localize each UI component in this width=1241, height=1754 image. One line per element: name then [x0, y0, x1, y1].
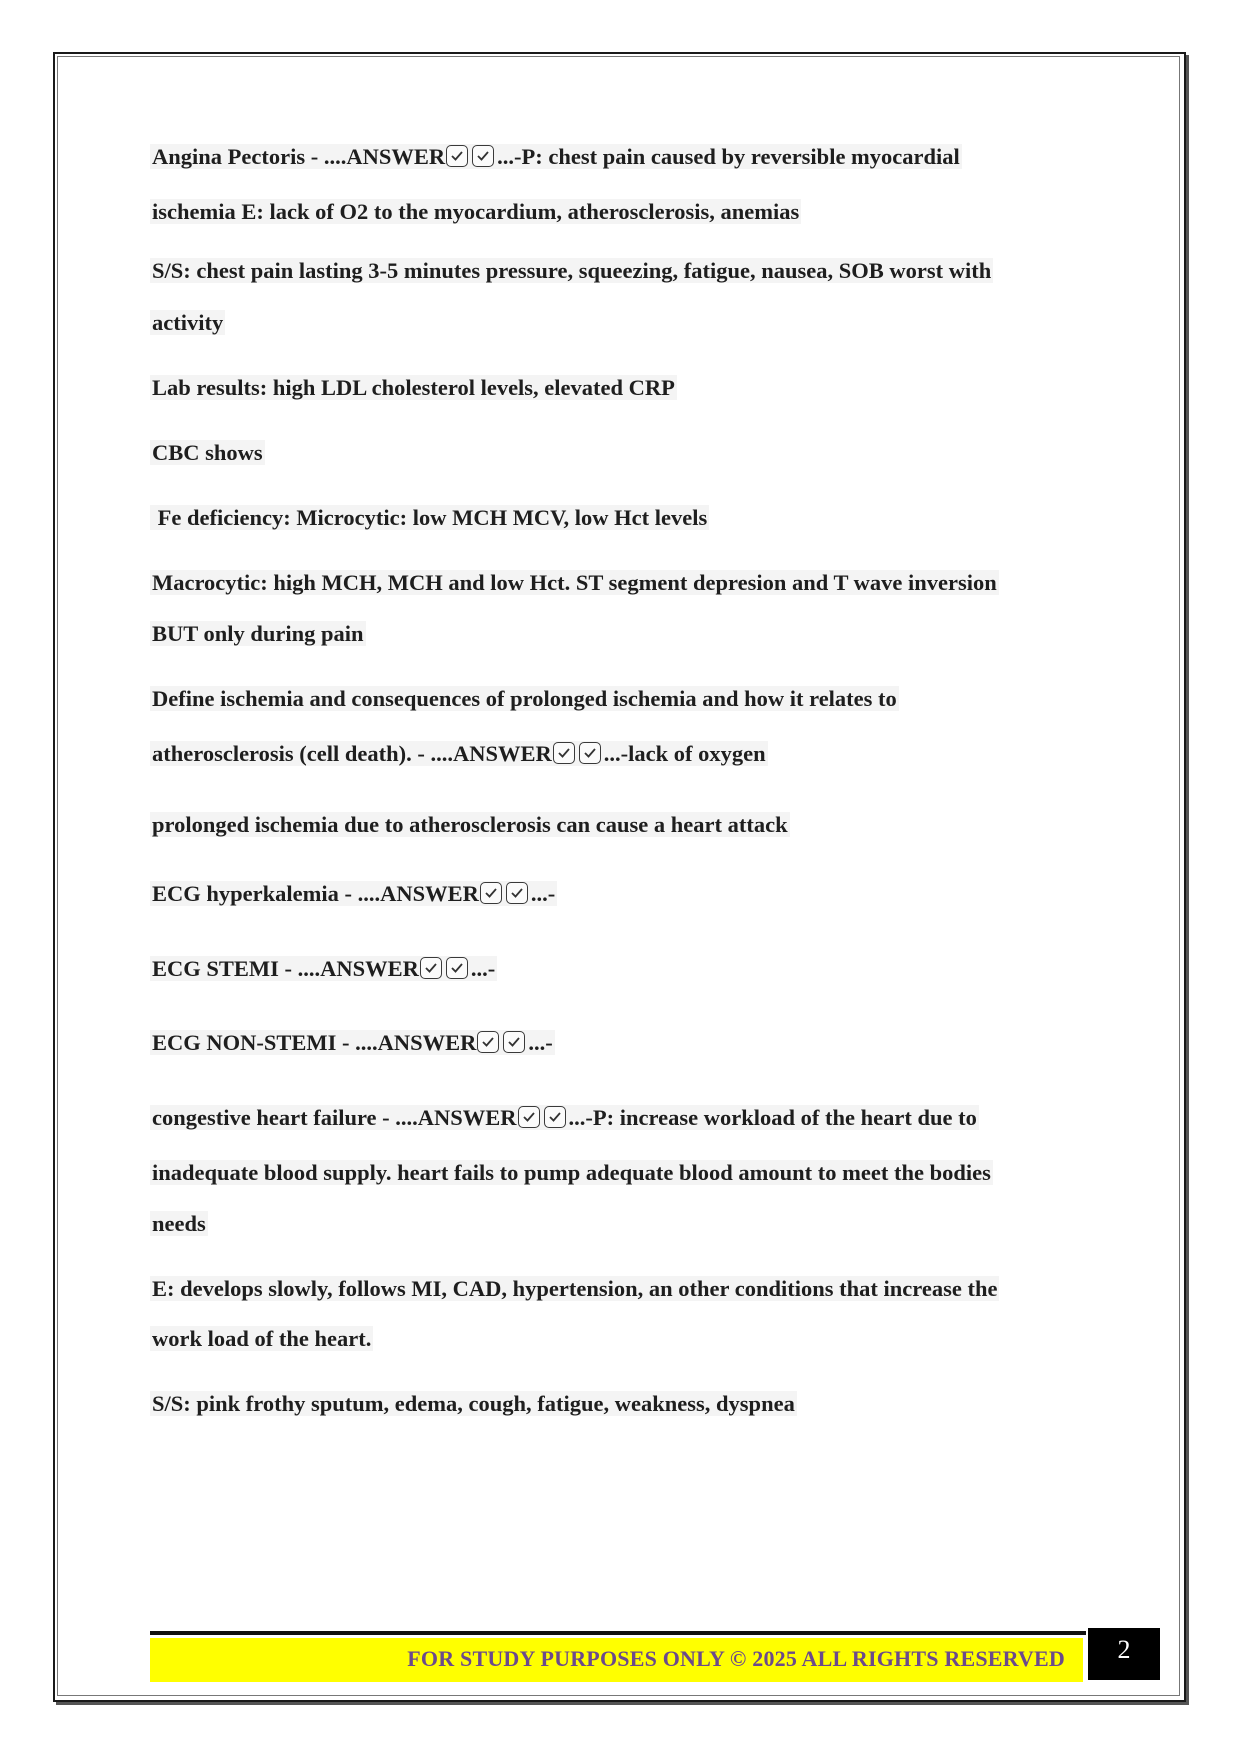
footer-banner [150, 1638, 1083, 1682]
checkbox-check-icon [446, 145, 468, 167]
text-line [150, 737, 768, 771]
ecg-stemi-answer: ...- [470, 956, 496, 981]
text-line [150, 1272, 999, 1306]
ischemia-answer-cont: prolonged ischemia due to atherosclerosis can cause a heart attack [152, 812, 788, 837]
chf-answer: ...-P: increase workload of the heart due to [568, 1105, 977, 1130]
text-line [150, 254, 993, 288]
lab-results: Lab results: high LDL cholesterol levels, elevated CRP [152, 375, 675, 400]
text-line [150, 436, 265, 470]
text-line [150, 952, 497, 986]
ischemia-answer: ...-lack of oxygen [603, 741, 766, 766]
text-line [150, 501, 709, 535]
text-line [150, 1387, 797, 1421]
text-line [150, 1101, 979, 1135]
cbc-shows: CBC shows [152, 440, 263, 465]
text-line [150, 877, 557, 911]
checkbox-check-icon [420, 957, 442, 979]
macrocytic-cont: BUT only during pain [152, 621, 364, 646]
text-line [150, 195, 801, 229]
page-number-box [1088, 1628, 1160, 1680]
footer-notice: FOR STUDY PURPOSES ONLY © 2025 ALL RIGHTS RESERVED [407, 1646, 1065, 1671]
checkbox-check-icon [579, 742, 601, 764]
checkbox-check-icon [446, 957, 468, 979]
ischemia-question: Define ischemia and consequences of prolonged ischemia and how it relates to [152, 686, 897, 711]
checkbox-check-icon [477, 1031, 499, 1053]
page-border-inner [57, 56, 1180, 1696]
ecg-non-stemi-answer: ...- [528, 1030, 553, 1055]
text-line [150, 617, 366, 651]
text-line [150, 371, 677, 405]
angina-answer: ...-P: chest pain caused by reversible myocardial [497, 144, 960, 169]
checkbox-check-icon [506, 882, 528, 904]
macrocytic: Macrocytic: high MCH, MCH and low Hct. ST segment depresion and T wave inversion [152, 570, 997, 595]
angina-question: Angina Pectoris - ....ANSWER [152, 144, 446, 169]
ecg-hyperkalemia-answer: ...- [530, 881, 556, 906]
text-line [150, 1322, 373, 1356]
text-line [150, 1156, 993, 1190]
angina-answer-cont: ischemia E: lack of O2 to the myocardium, atherosclerosis, anemias [152, 199, 800, 224]
angina-symptoms-cont: activity [152, 310, 224, 335]
footer-divider [150, 1631, 1086, 1635]
checkbox-check-icon [480, 882, 502, 904]
text-line [150, 1207, 208, 1241]
ecg-stemi-question: ECG STEMI - ....ANSWER [152, 956, 419, 981]
text-line [150, 306, 225, 340]
angina-symptoms: S/S: chest pain lasting 3-5 minutes pressure, squeezing, fatigue, nausea, SOB worst with [152, 258, 992, 283]
text-line [150, 682, 899, 716]
text-line [150, 808, 790, 842]
ecg-hyperkalemia-question: ECG hyperkalemia - ....ANSWER [152, 881, 479, 906]
chf-answer-cont: inadequate blood supply. heart fails to pump adequate blood amount to meet the bodies [152, 1160, 991, 1185]
page-number: 2 [1117, 1635, 1131, 1664]
checkbox-check-icon [553, 742, 575, 764]
chf-answer-cont-2: needs [152, 1211, 206, 1236]
chf-symptoms: S/S: pink frothy sputum, edema, cough, fatigue, weakness, dyspnea [152, 1391, 795, 1416]
text-line [150, 1026, 555, 1060]
ecg-non-stemi-question: ECG NON-STEMI - ....ANSWER [152, 1030, 477, 1055]
ischemia-question-cont: atherosclerosis (cell death). - ....ANSWER [152, 741, 552, 766]
checkbox-check-icon [503, 1031, 525, 1053]
text-line [150, 140, 962, 174]
text-line [150, 566, 999, 600]
chf-question: congestive heart failure - ....ANSWER [152, 1105, 517, 1130]
checkbox-check-icon [518, 1106, 540, 1128]
chf-etiology-cont: work load of the heart. [152, 1326, 372, 1351]
checkbox-check-icon [544, 1106, 566, 1128]
checkbox-check-icon [472, 145, 494, 167]
chf-etiology: E: develops slowly, follows MI, CAD, hypertension, an other conditions that increase the [152, 1276, 998, 1301]
fe-deficiency: Fe deficiency: Microcytic: low MCH MCV, low Hct levels [152, 505, 708, 530]
